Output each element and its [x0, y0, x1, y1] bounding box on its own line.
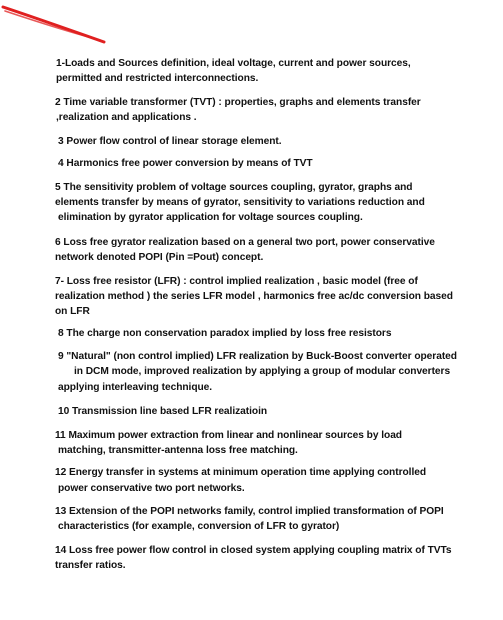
- topic-11-line-2: matching, transmitter-antenna loss free matching.: [58, 445, 298, 456]
- topic-13-line-1: 13 Extension of the POPI networks family, control implied transformation of POPI: [55, 506, 444, 517]
- topic-4-line-1: 4 Harmonics free power conversion by means of TVT: [58, 158, 313, 169]
- topic-9-line-3: applying interleaving technique.: [58, 382, 213, 393]
- topic-14-line-2: transfer ratios.: [55, 560, 126, 571]
- topic-13-line-2: characteristics (for example, conversion of LFR to gyrator): [58, 521, 340, 532]
- topic-1-line-1: 1-Loads and Sources definition, ideal voltage, current and power sources,: [56, 58, 411, 69]
- topic-9-line-1: 9 "Natural" (non control implied) LFR realization by Buck-Boost converter operated: [58, 351, 457, 362]
- topic-7-line-3: on LFR: [55, 306, 90, 317]
- topic-5-line-2: elements transfer by means of gyrator, sensitivity to variations reduction and: [55, 197, 425, 208]
- topic-7-line-1: 7- Loss free resistor (LFR) : control implied realization , basic model (free of: [55, 276, 418, 287]
- topic-3-line-1: 3 Power flow control of linear storage element.: [58, 136, 282, 147]
- topic-5-line-1: 5 The sensitivity problem of voltage sources coupling, gyrator, graphs and: [55, 182, 413, 193]
- topic-9-line-2: in DCM mode, improved realization by applying a group of modular converters: [74, 366, 451, 377]
- topic-10-line-1: 10 Transmission line based LFR realizatioin: [58, 406, 268, 417]
- topic-6-line-2: network denoted POPI (Pin =Pout) concept.: [55, 252, 264, 263]
- topic-2-line-2: ,realization and applications .: [56, 112, 197, 123]
- red-pen-stroke: [0, 0, 120, 60]
- topic-11-line-1: 11 Maximum power extraction from linear and nonlinear sources by load: [55, 430, 402, 441]
- topic-5-line-3: elimination by gyrator application for voltage sources coupling.: [58, 212, 363, 223]
- topic-8-line-1: 8 The charge non conservation paradox implied by loss free resistors: [58, 328, 392, 339]
- topic-6-line-1: 6 Loss free gyrator realization based on a general two port, power conservative: [55, 237, 435, 248]
- topic-7-line-2: realization method ) the series LFR model , harmonics free ac/dc conversion based: [55, 291, 453, 302]
- topic-12-line-2: power conservative two port networks.: [58, 483, 245, 494]
- topic-12-line-1: 12 Energy transfer in systems at minimum operation time applying controlled: [55, 467, 427, 478]
- topic-14-line-1: 14 Loss free power flow control in closed system applying coupling matrix of TVTs: [55, 545, 452, 556]
- topic-1-line-2: permitted and restricted interconnections.: [56, 73, 259, 84]
- topic-2-line-1: 2 Time variable transformer (TVT) : properties, graphs and elements transfer: [55, 97, 421, 108]
